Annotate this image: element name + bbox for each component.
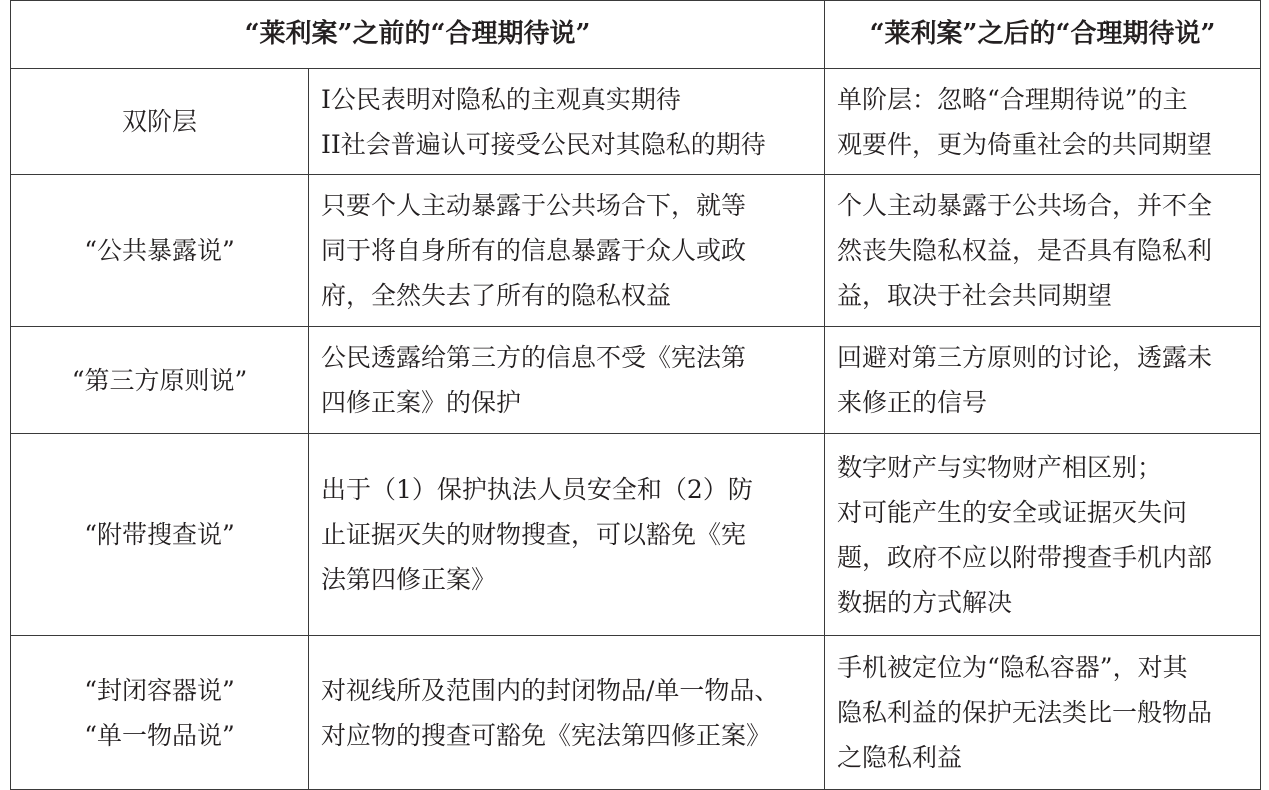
after-line: 观要件，更为倚重社会的共同期望 [837, 129, 1213, 159]
after-line: 之隐私利益 [837, 743, 963, 772]
before-line: 止证据灭失的财物搜查，可以豁免《宪 [321, 520, 747, 549]
after-cell [825, 434, 1261, 636]
before-line: 只要个人主动暴露于公共场合下，就等 [321, 191, 747, 220]
before-cell [309, 327, 825, 434]
before-line: 出于（1）保护执法人员安全和（2）防 [321, 475, 753, 504]
comparison-table [10, 0, 1261, 790]
before-cell [309, 69, 825, 175]
after-line: 数字财产与实物财产相区别； [837, 452, 1163, 482]
after-line: 回避对第三方原则的讨论，透露未 [837, 343, 1213, 372]
before-line: 对应物的搜查可豁免《宪法第四修正案》 [321, 720, 772, 750]
before-cell [309, 636, 825, 790]
row-label [11, 69, 309, 175]
header-after: “莱利案”之后的“合理期待说” [825, 1, 1261, 69]
after-line: 单阶层：忽略“合理期待说”的主 [837, 84, 1188, 114]
before-line: 对视线所及范围内的封闭物品/单一物品、 [321, 675, 780, 705]
after-cell [825, 69, 1261, 175]
row-label [11, 327, 309, 434]
row-label-line: “第三方原则说” [71, 365, 248, 395]
header-before: “莱利案”之前的“合理期待说” [11, 1, 825, 69]
after-cell [825, 327, 1261, 434]
after-cell [825, 636, 1261, 790]
row-label-line: “附带搜查说” [84, 520, 235, 549]
before-line: 府，全然失去了所有的隐私权益 [321, 281, 672, 310]
after-cell [825, 175, 1261, 327]
after-line: 然丧失隐私权益，是否具有隐私利 [837, 236, 1213, 265]
row-label-line: “单一物品说” [84, 720, 235, 750]
before-line: 法第四修正案》 [321, 565, 497, 594]
after-line: 个人主动暴露于公共场合，并不全 [837, 191, 1213, 220]
before-line: 公民透露给第三方的信息不受《宪法第 [321, 343, 747, 372]
before-cell [309, 434, 825, 636]
table-row [11, 175, 1261, 327]
before-line: I公民表明对隐私的主观真实期待 [321, 84, 681, 114]
table-row [11, 434, 1261, 636]
after-line: 对可能产生的安全或证据灭失问 [837, 497, 1188, 527]
row-label [11, 175, 309, 327]
after-line: 隐私利益的保护无法类比一般物品 [837, 698, 1213, 727]
table-row [11, 636, 1261, 790]
row-label-line: 双阶层 [121, 107, 197, 136]
table-header-row [11, 1, 1261, 69]
after-line: 手机被定位为“隐私容器”，对其 [837, 653, 1188, 682]
before-cell [309, 175, 825, 327]
after-line: 题，政府不应以附带搜查手机内部 [837, 542, 1213, 572]
table-row [11, 69, 1261, 175]
row-label-line: “公共暴露说” [84, 236, 235, 265]
before-line: II社会普遍认可接受公民对其隐私的期待 [321, 129, 766, 159]
row-label-line: “封闭容器说” [84, 675, 235, 705]
row-label [11, 434, 309, 636]
after-line: 数据的方式解决 [837, 587, 1013, 617]
row-label [11, 636, 309, 790]
before-line: 同于将自身所有的信息暴露于众人或政 [321, 236, 747, 265]
table-row [11, 327, 1261, 434]
before-line: 四修正案》的保护 [321, 388, 522, 417]
after-line: 益，取决于社会共同期望 [837, 281, 1113, 310]
after-line: 来修正的信号 [837, 388, 988, 417]
